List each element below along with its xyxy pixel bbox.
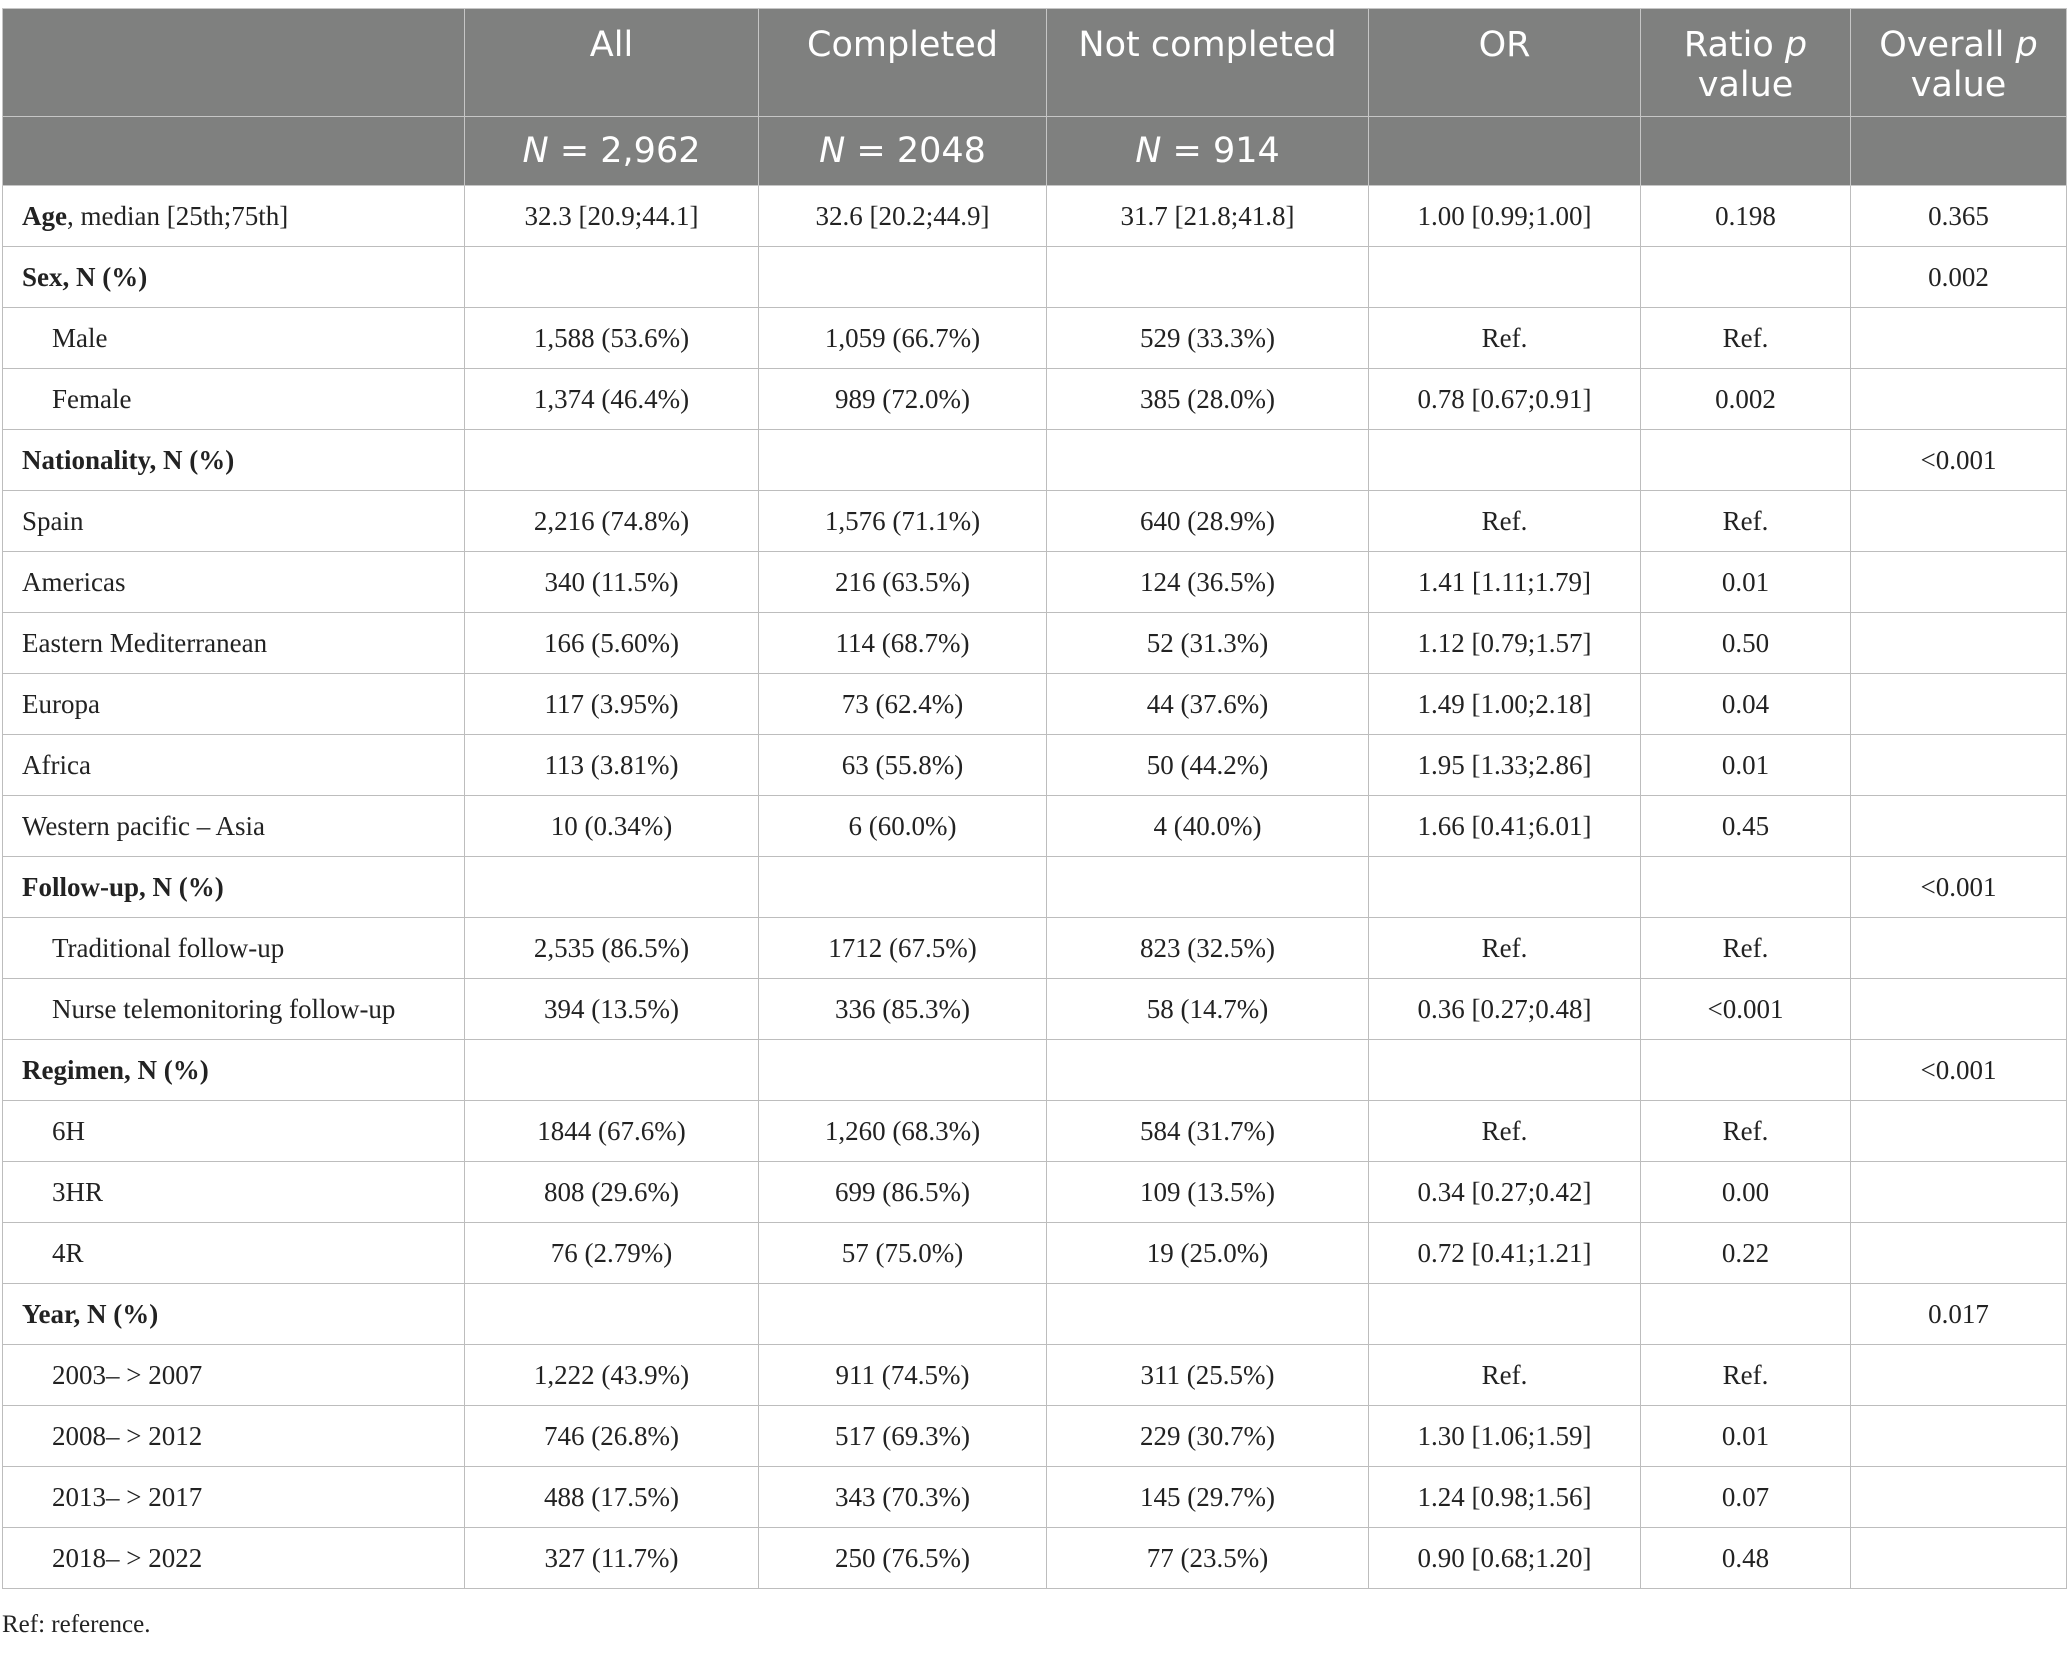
all-cell: 808 (29.6%) (465, 1162, 759, 1223)
row-label (3, 918, 465, 979)
ratio-p-cell: 0.01 (1641, 735, 1851, 796)
completed-cell (759, 1284, 1047, 1345)
overall-p-cell (1851, 613, 2067, 674)
ratio-p-cell: Ref. (1641, 918, 1851, 979)
or-cell: 1.49 [1.00;2.18] (1369, 674, 1641, 735)
table-row (3, 1284, 2067, 1345)
row-label-bold: Sex, N (%) (22, 261, 148, 292)
row-label-text: 2003– > 2007 (52, 1359, 203, 1390)
sample-size-completed-value: = 2048 (845, 131, 986, 171)
not-completed-cell (1047, 430, 1369, 491)
sample-size-completed (759, 117, 1047, 186)
header-ratio-p-text-1: Ratio (1683, 25, 1785, 65)
all-cell: 327 (11.7%) (465, 1528, 759, 1589)
table-row (3, 369, 2067, 430)
not-completed-cell: 584 (31.7%) (1047, 1101, 1369, 1162)
header-ratio-p-text-2: value (1697, 65, 1794, 105)
completed-cell: 57 (75.0%) (759, 1223, 1047, 1284)
or-cell: Ref. (1369, 308, 1641, 369)
row-label (3, 1223, 465, 1284)
ratio-p-cell: 0.45 (1641, 796, 1851, 857)
row-label (3, 369, 465, 430)
row-label-text: 2008– > 2012 (52, 1420, 203, 1451)
completed-cell (759, 247, 1047, 308)
not-completed-cell: 640 (28.9%) (1047, 491, 1369, 552)
ratio-p-cell: 0.22 (1641, 1223, 1851, 1284)
header-overall-p-italic: p (2015, 25, 2038, 65)
row-label-text: 6H (52, 1115, 85, 1146)
or-cell: 0.36 [0.27;0.48] (1369, 979, 1641, 1040)
row-label-bold: Year, N (%) (22, 1298, 159, 1329)
overall-p-cell: 0.017 (1851, 1284, 2067, 1345)
sample-size-not-completed (1047, 117, 1369, 186)
sample-size-all (465, 117, 759, 186)
ratio-p-cell: 0.00 (1641, 1162, 1851, 1223)
all-cell: 488 (17.5%) (465, 1467, 759, 1528)
overall-p-cell (1851, 796, 2067, 857)
header-or: OR (1369, 9, 1641, 117)
header-overall-p-value (1851, 9, 2067, 117)
row-label (3, 308, 465, 369)
not-completed-cell: 145 (29.7%) (1047, 1467, 1369, 1528)
header-row (3, 9, 2067, 117)
table-row (3, 674, 2067, 735)
header-variable (3, 9, 465, 117)
sample-size-not-completed-n: N (1135, 131, 1162, 171)
all-cell (465, 1284, 759, 1345)
ratio-p-cell: <0.001 (1641, 979, 1851, 1040)
row-label-bold: Follow-up, N (%) (22, 871, 224, 902)
not-completed-cell: 109 (13.5%) (1047, 1162, 1369, 1223)
table-row (3, 186, 2067, 247)
all-cell: 2,535 (86.5%) (465, 918, 759, 979)
overall-p-cell (1851, 552, 2067, 613)
row-label (3, 1101, 465, 1162)
or-cell: Ref. (1369, 1101, 1641, 1162)
sample-size-all-n: N (522, 131, 549, 171)
or-cell: 0.72 [0.41;1.21] (1369, 1223, 1641, 1284)
or-cell: 1.12 [0.79;1.57] (1369, 613, 1641, 674)
completed-cell (759, 857, 1047, 918)
row-label (3, 186, 465, 247)
or-cell: 0.90 [0.68;1.20] (1369, 1528, 1641, 1589)
completed-cell (759, 1040, 1047, 1101)
row-label-text: Spain (22, 505, 84, 536)
not-completed-cell: 31.7 [21.8;41.8] (1047, 186, 1369, 247)
row-label (3, 613, 465, 674)
ratio-p-cell (1641, 430, 1851, 491)
table-row (3, 796, 2067, 857)
or-cell: 1.30 [1.06;1.59] (1369, 1406, 1641, 1467)
or-cell (1369, 857, 1641, 918)
ratio-p-cell: Ref. (1641, 1101, 1851, 1162)
sample-size-completed-n: N (819, 131, 846, 171)
not-completed-cell: 4 (40.0%) (1047, 796, 1369, 857)
or-cell (1369, 1284, 1641, 1345)
or-cell: Ref. (1369, 1345, 1641, 1406)
all-cell: 394 (13.5%) (465, 979, 759, 1040)
sample-size-all-value: = 2,962 (548, 131, 701, 171)
or-cell: 1.95 [1.33;2.86] (1369, 735, 1641, 796)
ratio-p-cell (1641, 1284, 1851, 1345)
row-label-text: Europa (22, 688, 100, 719)
not-completed-cell (1047, 1040, 1369, 1101)
row-label (3, 552, 465, 613)
row-label (3, 1345, 465, 1406)
table-row (3, 1040, 2067, 1101)
completed-cell: 989 (72.0%) (759, 369, 1047, 430)
all-cell: 113 (3.81%) (465, 735, 759, 796)
all-cell: 32.3 [20.9;44.1] (465, 186, 759, 247)
header-all: All (465, 9, 759, 117)
completed-cell: 1,059 (66.7%) (759, 308, 1047, 369)
header-ratio-p-italic: p (1784, 25, 1808, 65)
row-label-text: Male (52, 322, 108, 353)
all-cell (465, 430, 759, 491)
table-row (3, 1406, 2067, 1467)
completed-cell: 1712 (67.5%) (759, 918, 1047, 979)
overall-p-cell (1851, 1406, 2067, 1467)
ratio-p-cell: 0.48 (1641, 1528, 1851, 1589)
overall-p-cell: 0.365 (1851, 186, 2067, 247)
or-cell (1369, 247, 1641, 308)
row-label (3, 1040, 465, 1101)
not-completed-cell: 50 (44.2%) (1047, 735, 1369, 796)
all-cell (465, 247, 759, 308)
completed-cell: 911 (74.5%) (759, 1345, 1047, 1406)
table-row (3, 1528, 2067, 1589)
ratio-p-cell (1641, 857, 1851, 918)
overall-p-cell (1851, 674, 2067, 735)
row-label-text: Africa (22, 749, 91, 780)
not-completed-cell: 823 (32.5%) (1047, 918, 1369, 979)
not-completed-cell (1047, 857, 1369, 918)
row-label-text: 2013– > 2017 (52, 1481, 203, 1512)
row-label-text: Female (52, 383, 132, 414)
sample-size-empty (3, 117, 465, 186)
all-cell: 1,588 (53.6%) (465, 308, 759, 369)
ratio-p-cell: 0.002 (1641, 369, 1851, 430)
all-cell: 746 (26.8%) (465, 1406, 759, 1467)
overall-p-cell: <0.001 (1851, 857, 2067, 918)
row-label (3, 247, 465, 308)
overall-p-cell (1851, 369, 2067, 430)
row-label-text: Traditional follow-up (52, 932, 285, 963)
row-label (3, 796, 465, 857)
not-completed-cell: 44 (37.6%) (1047, 674, 1369, 735)
sample-size-empty-overall (1851, 117, 2067, 186)
all-cell: 10 (0.34%) (465, 796, 759, 857)
table-row (3, 491, 2067, 552)
row-label (3, 430, 465, 491)
row-label-text: 2018– > 2022 (52, 1542, 203, 1573)
row-label (3, 857, 465, 918)
completed-cell: 1,260 (68.3%) (759, 1101, 1047, 1162)
all-cell: 1,374 (46.4%) (465, 369, 759, 430)
table-row (3, 613, 2067, 674)
table-row (3, 1345, 2067, 1406)
overall-p-cell (1851, 918, 2067, 979)
ratio-p-cell (1641, 1040, 1851, 1101)
all-cell: 1,222 (43.9%) (465, 1345, 759, 1406)
overall-p-cell (1851, 1345, 2067, 1406)
all-cell: 1844 (67.6%) (465, 1101, 759, 1162)
completed-cell: 114 (68.7%) (759, 613, 1047, 674)
row-label (3, 674, 465, 735)
table-row (3, 735, 2067, 796)
header-overall-p-text-2: value (1910, 65, 2007, 105)
or-cell: Ref. (1369, 491, 1641, 552)
or-cell: 1.24 [0.98;1.56] (1369, 1467, 1641, 1528)
overall-p-cell (1851, 1101, 2067, 1162)
ratio-p-cell: 0.04 (1641, 674, 1851, 735)
row-label-text: , median [25th;75th] (66, 200, 289, 231)
completed-cell: 336 (85.3%) (759, 979, 1047, 1040)
not-completed-cell: 124 (36.5%) (1047, 552, 1369, 613)
sample-size-empty-ratio (1641, 117, 1851, 186)
all-cell (465, 857, 759, 918)
row-label-text: Eastern Mediterranean (22, 627, 268, 658)
header-not-completed: Not completed (1047, 9, 1369, 117)
row-label (3, 491, 465, 552)
data-table-container (2, 8, 2066, 1589)
completed-cell: 343 (70.3%) (759, 1467, 1047, 1528)
ratio-p-cell: Ref. (1641, 491, 1851, 552)
table-row (3, 308, 2067, 369)
table-row (3, 857, 2067, 918)
sample-size-empty-or (1369, 117, 1641, 186)
table-row (3, 430, 2067, 491)
completed-cell: 6 (60.0%) (759, 796, 1047, 857)
sample-size-row (3, 117, 2067, 186)
overall-p-cell (1851, 1528, 2067, 1589)
table-row (3, 1467, 2067, 1528)
all-cell: 2,216 (74.8%) (465, 491, 759, 552)
ratio-p-cell: 0.01 (1641, 1406, 1851, 1467)
table-row (3, 552, 2067, 613)
not-completed-cell: 311 (25.5%) (1047, 1345, 1369, 1406)
or-cell: 1.41 [1.11;1.79] (1369, 552, 1641, 613)
row-label-text: Americas (22, 566, 126, 597)
row-label-bold: Nationality, N (%) (22, 444, 235, 475)
overall-p-cell (1851, 735, 2067, 796)
table-header (3, 9, 2067, 186)
ratio-p-cell: 0.07 (1641, 1467, 1851, 1528)
or-cell (1369, 1040, 1641, 1101)
not-completed-cell: 385 (28.0%) (1047, 369, 1369, 430)
data-table (2, 8, 2067, 1589)
sample-size-not-completed-value: = 914 (1161, 131, 1280, 171)
completed-cell: 699 (86.5%) (759, 1162, 1047, 1223)
completed-cell: 1,576 (71.1%) (759, 491, 1047, 552)
overall-p-cell (1851, 1223, 2067, 1284)
all-cell: 166 (5.60%) (465, 613, 759, 674)
row-label (3, 1467, 465, 1528)
overall-p-cell: <0.001 (1851, 1040, 2067, 1101)
not-completed-cell: 58 (14.7%) (1047, 979, 1369, 1040)
table-row (3, 1223, 2067, 1284)
row-label (3, 735, 465, 796)
not-completed-cell (1047, 247, 1369, 308)
table-row (3, 1101, 2067, 1162)
row-label-text: Western pacific – Asia (22, 810, 265, 841)
not-completed-cell: 19 (25.0%) (1047, 1223, 1369, 1284)
not-completed-cell: 77 (23.5%) (1047, 1528, 1369, 1589)
row-label (3, 1162, 465, 1223)
ratio-p-cell: 0.50 (1641, 613, 1851, 674)
all-cell (465, 1040, 759, 1101)
overall-p-cell (1851, 1162, 2067, 1223)
ratio-p-cell: 0.198 (1641, 186, 1851, 247)
completed-cell: 250 (76.5%) (759, 1528, 1047, 1589)
row-label-text: 4R (52, 1237, 84, 1268)
overall-p-cell: <0.001 (1851, 430, 2067, 491)
or-cell: 1.00 [0.99;1.00] (1369, 186, 1641, 247)
or-cell (1369, 430, 1641, 491)
row-label-text: 3HR (52, 1176, 104, 1207)
table-row (3, 918, 2067, 979)
row-label-bold: Age (22, 200, 67, 231)
row-label (3, 979, 465, 1040)
or-cell: 0.78 [0.67;0.91] (1369, 369, 1641, 430)
header-ratio-p-value (1641, 9, 1851, 117)
ratio-p-cell: 0.01 (1641, 552, 1851, 613)
all-cell: 340 (11.5%) (465, 552, 759, 613)
table-footnote: Ref: reference. (2, 1611, 151, 1638)
overall-p-cell: 0.002 (1851, 247, 2067, 308)
row-label-text: Nurse telemonitoring follow-up (52, 993, 396, 1024)
table-row (3, 979, 2067, 1040)
ratio-p-cell: Ref. (1641, 1345, 1851, 1406)
completed-cell: 32.6 [20.2;44.9] (759, 186, 1047, 247)
row-label (3, 1284, 465, 1345)
overall-p-cell (1851, 491, 2067, 552)
overall-p-cell (1851, 308, 2067, 369)
table-row (3, 1162, 2067, 1223)
row-label-bold: Regimen, N (%) (22, 1054, 209, 1085)
header-overall-p-text-1: Overall (1879, 25, 2016, 65)
or-cell: Ref. (1369, 918, 1641, 979)
not-completed-cell: 229 (30.7%) (1047, 1406, 1369, 1467)
not-completed-cell (1047, 1284, 1369, 1345)
completed-cell: 73 (62.4%) (759, 674, 1047, 735)
table-body (3, 186, 2067, 1589)
header-completed: Completed (759, 9, 1047, 117)
overall-p-cell (1851, 979, 2067, 1040)
not-completed-cell: 52 (31.3%) (1047, 613, 1369, 674)
all-cell: 117 (3.95%) (465, 674, 759, 735)
row-label (3, 1528, 465, 1589)
table-row (3, 247, 2067, 308)
ratio-p-cell (1641, 247, 1851, 308)
completed-cell: 216 (63.5%) (759, 552, 1047, 613)
all-cell: 76 (2.79%) (465, 1223, 759, 1284)
ratio-p-cell: Ref. (1641, 308, 1851, 369)
completed-cell: 63 (55.8%) (759, 735, 1047, 796)
or-cell: 0.34 [0.27;0.42] (1369, 1162, 1641, 1223)
completed-cell: 517 (69.3%) (759, 1406, 1047, 1467)
row-label (3, 1406, 465, 1467)
or-cell: 1.66 [0.41;6.01] (1369, 796, 1641, 857)
not-completed-cell: 529 (33.3%) (1047, 308, 1369, 369)
overall-p-cell (1851, 1467, 2067, 1528)
completed-cell (759, 430, 1047, 491)
